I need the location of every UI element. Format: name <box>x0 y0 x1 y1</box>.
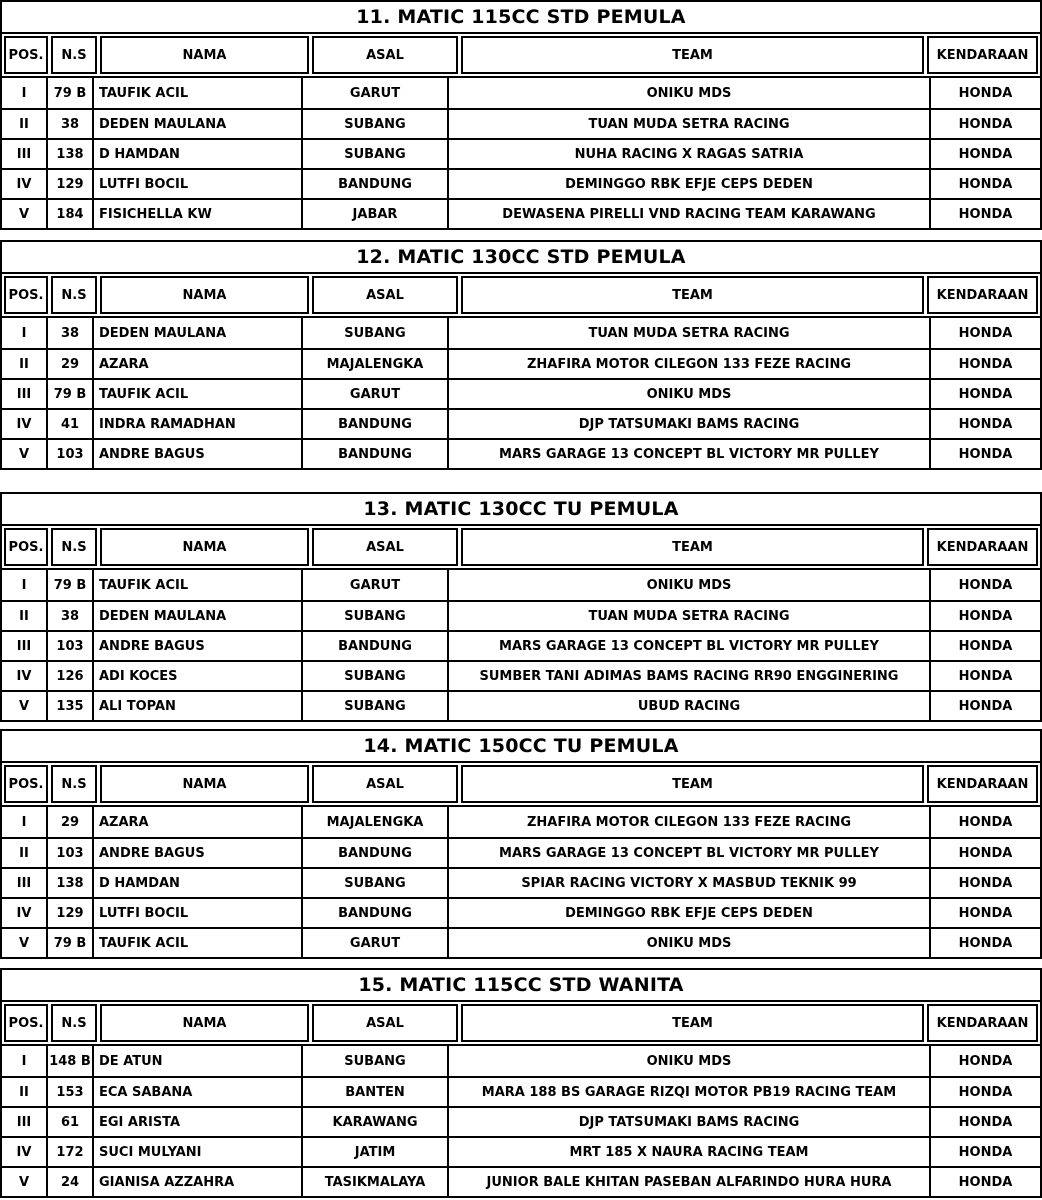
cell-name: INDRA RAMADHAN <box>92 410 301 438</box>
table-rows <box>2 1046 1040 1196</box>
cell-start-number: 38 <box>46 110 92 138</box>
cell-vehicle: HONDA <box>929 318 1040 348</box>
cell-vehicle: HONDA <box>929 1078 1040 1106</box>
cell-start-number: 79 B <box>46 570 92 600</box>
cell-start-number: 79 B <box>46 380 92 408</box>
column-header-kendaraan: KENDARAAN <box>927 36 1038 74</box>
cell-team: MARS GARAGE 13 CONCEPT BL VICTORY MR PULLEY <box>447 839 929 867</box>
table-row <box>2 408 1040 438</box>
cell-vehicle: HONDA <box>929 692 1040 720</box>
table-rows <box>2 807 1040 957</box>
table-rows <box>2 78 1040 228</box>
cell-team: ONIKU MDS <box>447 929 929 957</box>
table-header-row <box>2 34 1040 78</box>
cell-team: ONIKU MDS <box>447 380 929 408</box>
cell-name: DEDEN MAULANA <box>92 110 301 138</box>
table-row <box>2 867 1040 897</box>
cell-vehicle: HONDA <box>929 839 1040 867</box>
cell-origin: BANDUNG <box>301 839 447 867</box>
cell-origin: SUBANG <box>301 662 447 690</box>
cell-start-number: 79 B <box>46 78 92 108</box>
table-row <box>2 108 1040 138</box>
column-header-team: TEAM <box>461 276 924 314</box>
cell-vehicle: HONDA <box>929 200 1040 228</box>
table-row <box>2 837 1040 867</box>
cell-start-number: 153 <box>46 1078 92 1106</box>
table-title: 14. MATIC 150CC TU PEMULA <box>2 731 1040 763</box>
cell-origin: JATIM <box>301 1138 447 1166</box>
results-table-block <box>0 240 1042 470</box>
cell-vehicle: HONDA <box>929 380 1040 408</box>
cell-position: II <box>19 845 29 861</box>
cell-position: I <box>21 325 27 341</box>
cell-origin: SUBANG <box>301 318 447 348</box>
table-row <box>2 318 1040 348</box>
results-table-block <box>0 729 1042 959</box>
cell-position: V <box>18 1174 30 1190</box>
cell-name: AZARA <box>92 807 301 837</box>
cell-position: IV <box>16 176 32 192</box>
cell-start-number: 148 B <box>46 1046 92 1076</box>
table-row <box>2 438 1040 468</box>
table-row <box>2 1046 1040 1076</box>
cell-vehicle: HONDA <box>929 1168 1040 1196</box>
table-row <box>2 1076 1040 1106</box>
column-header-asal: ASAL <box>312 276 458 314</box>
table-title: 13. MATIC 130CC TU PEMULA <box>2 494 1040 526</box>
column-header-ns: N.S <box>51 36 97 74</box>
cell-team: ZHAFIRA MOTOR CILEGON 133 FEZE RACING <box>447 807 929 837</box>
cell-name: ANDRE BAGUS <box>92 839 301 867</box>
cell-name: DE ATUN <box>92 1046 301 1076</box>
cell-name: ALI TOPAN <box>92 692 301 720</box>
cell-position: IV <box>16 905 32 921</box>
cell-team: SPIAR RACING VICTORY X MASBUD TEKNIK 99 <box>447 869 929 897</box>
cell-name: ECA SABANA <box>92 1078 301 1106</box>
column-header-kendaraan: KENDARAAN <box>927 1004 1038 1042</box>
cell-vehicle: HONDA <box>929 1108 1040 1136</box>
cell-start-number: 103 <box>46 440 92 468</box>
cell-team: JUNIOR BALE KHITAN PASEBAN ALFARINDO HURA HURA <box>447 1168 929 1196</box>
cell-position: I <box>21 577 27 593</box>
column-header-asal: ASAL <box>312 528 458 566</box>
cell-origin: GARUT <box>301 78 447 108</box>
table-title: 12. MATIC 130CC STD PEMULA <box>2 242 1040 274</box>
cell-start-number: 138 <box>46 140 92 168</box>
column-header-team: TEAM <box>461 765 924 803</box>
cell-name: ANDRE BAGUS <box>92 632 301 660</box>
cell-team: ONIKU MDS <box>447 570 929 600</box>
column-header-team: TEAM <box>461 36 924 74</box>
cell-team: DEMINGGO RBK EFJE CEPS DEDEN <box>447 170 929 198</box>
table-row <box>2 1106 1040 1136</box>
cell-name: DEDEN MAULANA <box>92 602 301 630</box>
column-header-asal: ASAL <box>312 1004 458 1042</box>
table-header-row <box>2 1002 1040 1046</box>
cell-vehicle: HONDA <box>929 632 1040 660</box>
cell-position: III <box>16 1114 32 1130</box>
cell-start-number: 126 <box>46 662 92 690</box>
cell-team: SUMBER TANI ADIMAS BAMS RACING RR90 ENGGINERING <box>447 662 929 690</box>
cell-team: NUHA RACING X RAGAS SATRIA <box>447 140 929 168</box>
cell-origin: BANDUNG <box>301 899 447 927</box>
cell-origin: SUBANG <box>301 110 447 138</box>
cell-start-number: 41 <box>46 410 92 438</box>
table-header-row <box>2 763 1040 807</box>
column-header-nama: NAMA <box>100 528 309 566</box>
cell-name: EGI ARISTA <box>92 1108 301 1136</box>
table-row <box>2 198 1040 228</box>
cell-name: AZARA <box>92 350 301 378</box>
column-header-team: TEAM <box>461 1004 924 1042</box>
cell-position: V <box>18 206 30 222</box>
cell-position: V <box>18 698 30 714</box>
table-row <box>2 138 1040 168</box>
cell-origin: GARUT <box>301 380 447 408</box>
cell-vehicle: HONDA <box>929 570 1040 600</box>
cell-origin: SUBANG <box>301 692 447 720</box>
cell-vehicle: HONDA <box>929 440 1040 468</box>
column-header-pos: POS. <box>4 276 48 314</box>
table-row <box>2 660 1040 690</box>
column-header-nama: NAMA <box>100 276 309 314</box>
table-title: 15. MATIC 115CC STD WANITA <box>2 970 1040 1002</box>
cell-name: DEDEN MAULANA <box>92 318 301 348</box>
cell-vehicle: HONDA <box>929 869 1040 897</box>
cell-position: II <box>19 116 29 132</box>
cell-position: III <box>16 386 32 402</box>
results-table-block <box>0 968 1042 1198</box>
cell-vehicle: HONDA <box>929 350 1040 378</box>
table-rows <box>2 318 1040 468</box>
cell-start-number: 29 <box>46 807 92 837</box>
results-table-block <box>0 492 1042 722</box>
cell-name: TAUFIK ACIL <box>92 570 301 600</box>
cell-origin: JABAR <box>301 200 447 228</box>
cell-team: UBUD RACING <box>447 692 929 720</box>
cell-origin: SUBANG <box>301 1046 447 1076</box>
cell-position: IV <box>16 416 32 432</box>
column-header-kendaraan: KENDARAAN <box>927 528 1038 566</box>
cell-origin: MAJALENGKA <box>301 807 447 837</box>
cell-start-number: 61 <box>46 1108 92 1136</box>
cell-vehicle: HONDA <box>929 807 1040 837</box>
cell-start-number: 103 <box>46 839 92 867</box>
cell-name: GIANISA AZZAHRA <box>92 1168 301 1196</box>
cell-origin: BANDUNG <box>301 410 447 438</box>
cell-name: LUTFI BOCIL <box>92 899 301 927</box>
cell-origin: SUBANG <box>301 869 447 897</box>
cell-position: IV <box>16 668 32 684</box>
column-header-pos: POS. <box>4 1004 48 1042</box>
cell-team: ZHAFIRA MOTOR CILEGON 133 FEZE RACING <box>447 350 929 378</box>
table-header-row <box>2 274 1040 318</box>
cell-start-number: 129 <box>46 899 92 927</box>
table-rows <box>2 570 1040 720</box>
cell-name: SUCI MULYANI <box>92 1138 301 1166</box>
table-row <box>2 78 1040 108</box>
cell-vehicle: HONDA <box>929 170 1040 198</box>
cell-team: TUAN MUDA SETRA RACING <box>447 110 929 138</box>
cell-vehicle: HONDA <box>929 1138 1040 1166</box>
cell-start-number: 79 B <box>46 929 92 957</box>
cell-team: ONIKU MDS <box>447 1046 929 1076</box>
cell-team: MARS GARAGE 13 CONCEPT BL VICTORY MR PULLEY <box>447 440 929 468</box>
cell-start-number: 24 <box>46 1168 92 1196</box>
cell-origin: KARAWANG <box>301 1108 447 1136</box>
table-row <box>2 1166 1040 1196</box>
column-header-kendaraan: KENDARAAN <box>927 765 1038 803</box>
column-header-nama: NAMA <box>100 1004 309 1042</box>
table-row <box>2 600 1040 630</box>
cell-name: D HAMDAN <box>92 869 301 897</box>
table-row <box>2 690 1040 720</box>
cell-position: I <box>21 1053 27 1069</box>
cell-name: ANDRE BAGUS <box>92 440 301 468</box>
cell-position: III <box>16 638 32 654</box>
column-header-ns: N.S <box>51 276 97 314</box>
table-row <box>2 630 1040 660</box>
cell-origin: SUBANG <box>301 602 447 630</box>
table-row <box>2 1136 1040 1166</box>
cell-vehicle: HONDA <box>929 1046 1040 1076</box>
column-header-asal: ASAL <box>312 765 458 803</box>
table-row <box>2 378 1040 408</box>
cell-team: TUAN MUDA SETRA RACING <box>447 318 929 348</box>
cell-vehicle: HONDA <box>929 410 1040 438</box>
cell-vehicle: HONDA <box>929 899 1040 927</box>
cell-vehicle: HONDA <box>929 140 1040 168</box>
column-header-nama: NAMA <box>100 765 309 803</box>
cell-start-number: 135 <box>46 692 92 720</box>
column-header-pos: POS. <box>4 528 48 566</box>
cell-name: TAUFIK ACIL <box>92 78 301 108</box>
column-header-ns: N.S <box>51 528 97 566</box>
cell-team: DEMINGGO RBK EFJE CEPS DEDEN <box>447 899 929 927</box>
cell-origin: MAJALENGKA <box>301 350 447 378</box>
cell-team: MARS GARAGE 13 CONCEPT BL VICTORY MR PULLEY <box>447 632 929 660</box>
cell-team: ONIKU MDS <box>447 78 929 108</box>
cell-origin: BANDUNG <box>301 440 447 468</box>
cell-start-number: 38 <box>46 602 92 630</box>
cell-name: D HAMDAN <box>92 140 301 168</box>
cell-origin: GARUT <box>301 570 447 600</box>
cell-position: V <box>18 935 30 951</box>
cell-position: I <box>21 814 27 830</box>
table-header-row <box>2 526 1040 570</box>
results-table-block <box>0 0 1042 230</box>
cell-position: III <box>16 146 32 162</box>
cell-vehicle: HONDA <box>929 78 1040 108</box>
cell-team: TUAN MUDA SETRA RACING <box>447 602 929 630</box>
column-header-team: TEAM <box>461 528 924 566</box>
cell-position: IV <box>16 1144 32 1160</box>
cell-origin: TASIKMALAYA <box>301 1168 447 1196</box>
cell-position: I <box>21 85 27 101</box>
cell-origin: BANTEN <box>301 1078 447 1106</box>
cell-vehicle: HONDA <box>929 929 1040 957</box>
table-row <box>2 897 1040 927</box>
cell-name: TAUFIK ACIL <box>92 380 301 408</box>
column-header-ns: N.S <box>51 765 97 803</box>
cell-origin: SUBANG <box>301 140 447 168</box>
cell-team: MRT 185 X NAURA RACING TEAM <box>447 1138 929 1166</box>
column-header-kendaraan: KENDARAAN <box>927 276 1038 314</box>
cell-start-number: 129 <box>46 170 92 198</box>
cell-name: ADI KOCES <box>92 662 301 690</box>
table-row <box>2 570 1040 600</box>
table-row <box>2 807 1040 837</box>
cell-start-number: 103 <box>46 632 92 660</box>
table-row <box>2 348 1040 378</box>
cell-position: V <box>18 446 30 462</box>
cell-vehicle: HONDA <box>929 662 1040 690</box>
column-header-pos: POS. <box>4 765 48 803</box>
cell-team: MARA 188 BS GARAGE RIZQI MOTOR PB19 RACING TEAM <box>447 1078 929 1106</box>
column-header-asal: ASAL <box>312 36 458 74</box>
cell-origin: BANDUNG <box>301 632 447 660</box>
column-header-nama: NAMA <box>100 36 309 74</box>
cell-name: TAUFIK ACIL <box>92 929 301 957</box>
cell-position: II <box>19 1084 29 1100</box>
cell-start-number: 138 <box>46 869 92 897</box>
cell-position: II <box>19 608 29 624</box>
cell-origin: GARUT <box>301 929 447 957</box>
table-title: 11. MATIC 115CC STD PEMULA <box>2 2 1040 34</box>
table-row <box>2 168 1040 198</box>
cell-team: DJP TATSUMAKI BAMS RACING <box>447 1108 929 1136</box>
cell-start-number: 38 <box>46 318 92 348</box>
cell-origin: BANDUNG <box>301 170 447 198</box>
cell-start-number: 172 <box>46 1138 92 1166</box>
cell-team: DJP TATSUMAKI BAMS RACING <box>447 410 929 438</box>
table-row <box>2 927 1040 957</box>
cell-team: DEWASENA PIRELLI VND RACING TEAM KARAWANG <box>447 200 929 228</box>
cell-vehicle: HONDA <box>929 602 1040 630</box>
cell-vehicle: HONDA <box>929 110 1040 138</box>
column-header-ns: N.S <box>51 1004 97 1042</box>
cell-position: II <box>19 356 29 372</box>
cell-start-number: 184 <box>46 200 92 228</box>
cell-name: FISICHELLA KW <box>92 200 301 228</box>
column-header-pos: POS. <box>4 36 48 74</box>
cell-start-number: 29 <box>46 350 92 378</box>
cell-name: LUTFI BOCIL <box>92 170 301 198</box>
cell-position: III <box>16 875 32 891</box>
